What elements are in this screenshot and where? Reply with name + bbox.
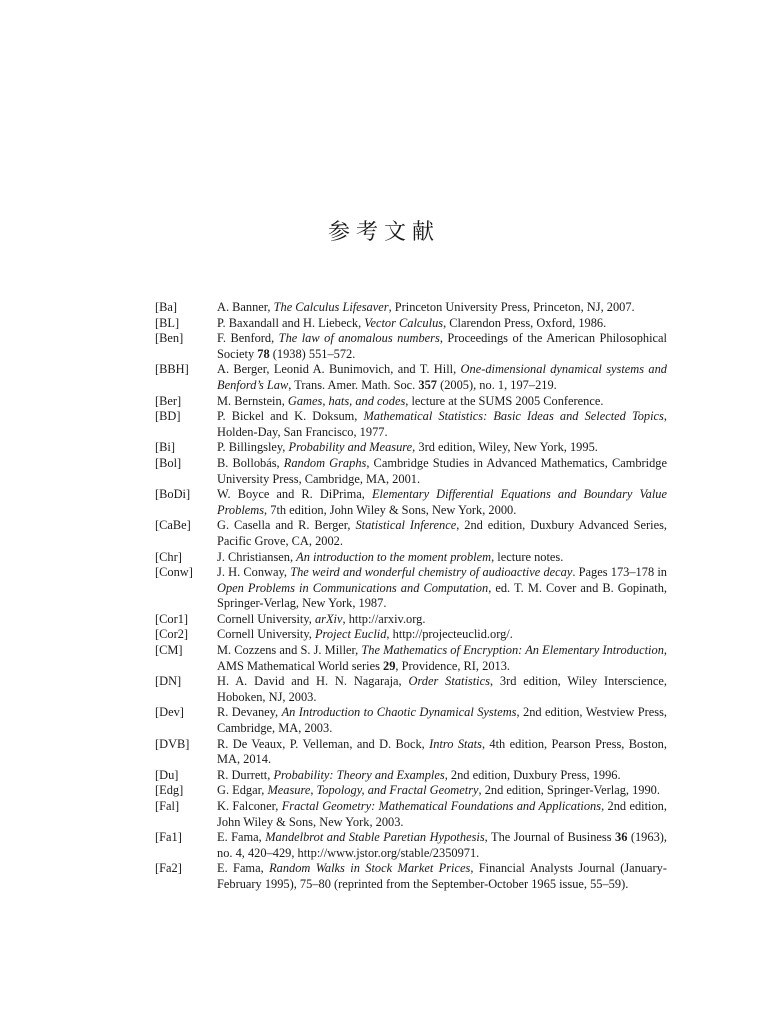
reference-segment: , 2nd edition, John Wiley & Sons, New York, 2003. (217, 799, 667, 829)
reference-entry (155, 799, 667, 830)
reference-text (217, 737, 667, 768)
reference-text (217, 362, 667, 393)
reference-key: [CaBe] (155, 518, 191, 533)
reference-key: [Edg] (155, 783, 184, 798)
reference-title: Measure, Topology, and Fractal Geometry (267, 783, 479, 798)
reference-segment: , lecture notes. (491, 549, 564, 564)
reference-entry (155, 300, 667, 316)
reference-segment: G. Edgar, (217, 783, 268, 798)
reference-title: Random Walks in Stock Market Prices (269, 861, 471, 876)
reference-segment: , Princeton University Press, Princeton, NJ, 2007. (388, 300, 635, 314)
reference-key: [Bol] (155, 455, 182, 470)
reference-segment: , 3rd edition, Wiley Interscience, Hoboken, NJ, 2003. (217, 674, 667, 704)
reference-title: The law of anomalous numbers (278, 331, 440, 346)
reference-volume: 357 (418, 377, 437, 392)
reference-segment: , Cambridge Studies in Advanced Mathematics, Cambridge University Press, Cambridge, MA, 2001. (217, 455, 667, 486)
reference-text (217, 768, 667, 784)
reference-text (217, 487, 667, 518)
reference-text (217, 440, 667, 456)
reference-segment: (2005), no. 1, 197–219. (436, 377, 557, 392)
reference-segment: , Clarendon Press, Oxford, 1986. (443, 315, 607, 330)
reference-title: Elementary Differential Equations and Boundary Value Problems (217, 487, 667, 517)
reference-entry (155, 737, 667, 768)
page-title: 参考文献 (327, 220, 440, 245)
reference-entry (155, 783, 667, 799)
reference-segment: Cornell University, (217, 627, 315, 642)
reference-segment: , http://arxiv.org. (342, 611, 426, 626)
reference-segment: P. Bickel and K. Doksum, (217, 409, 364, 424)
reference-key: [Ber] (155, 393, 182, 408)
reference-key: [Conw] (155, 565, 193, 580)
reference-segment: J. H. Conway, (217, 565, 291, 580)
reference-title: arXiv (314, 611, 343, 626)
reference-entry (155, 830, 667, 861)
reference-segment: , lecture at the SUMS 2005 Conference. (405, 393, 604, 408)
reference-entry (155, 409, 667, 440)
reference-segment: K. Falconer, (217, 799, 282, 813)
reference-volume: 78 (257, 346, 270, 361)
reference-segment: , Proceedings of the American Philosophical Society (217, 331, 667, 361)
reference-key: [Cor1] (155, 611, 189, 626)
reference-key: [BoDi] (155, 487, 191, 502)
reference-title: Intro Stats (429, 736, 482, 751)
reference-key: [CM] (155, 643, 183, 658)
reference-segment: M. Bernstein, (217, 393, 288, 408)
reference-key: [Du] (155, 767, 179, 782)
reference-entry (155, 316, 667, 332)
reference-title: Random Graphs (283, 455, 367, 470)
reference-segment: , The Journal of Business (484, 830, 615, 845)
reference-text (217, 627, 667, 643)
reference-list (155, 300, 667, 893)
reference-segment: , 2nd edition, Duxbury Advanced Series, Pacific Grove, CA, 2002. (217, 518, 667, 548)
reference-text (217, 518, 667, 549)
reference-segment: , Providence, RI, 2013. (395, 658, 511, 673)
reference-segment: B. Bollobás, (217, 455, 284, 470)
reference-key: [Fal] (155, 799, 180, 813)
reference-segment: P. Billingsley, (217, 440, 289, 455)
reference-segment: M. Cozzens and S. J. Miller, (217, 643, 362, 658)
reference-segment: F. Benford, (217, 331, 279, 346)
reference-text (217, 830, 667, 861)
reference-key: [Chr] (155, 549, 182, 564)
reference-segment: H. A. David and H. N. Nagaraja, (217, 674, 409, 689)
reference-text (217, 331, 667, 362)
reference-key: [Dev] (155, 705, 184, 720)
reference-segment: , 2nd edition, Duxbury Press, 1996. (444, 767, 621, 782)
reference-text (217, 550, 667, 566)
reference-segment: G. Casella and R. Berger, (217, 518, 356, 533)
reference-title: Open Problems in Communications and Computation (217, 580, 489, 595)
reference-key: [DVB] (155, 736, 190, 751)
reference-entry (155, 487, 667, 518)
reference-key: [Ba] (155, 300, 178, 314)
reference-segment: (1938) 551–572. (269, 346, 356, 361)
reference-segment: , 2nd edition, Westview Press, Cambridge, MA, 2003. (217, 705, 667, 736)
reference-segment: R. Durrett, (217, 767, 274, 782)
reference-segment: , Financial Analysts Journal (January-February 1995), 75–80 (reprinted from the September-October 1965 issue, 55–59). (217, 861, 667, 891)
reference-text (217, 861, 667, 892)
reference-segment: R. De Veaux, P. Velleman, and D. Bock, (217, 736, 430, 751)
reference-segment: Cornell University, (217, 611, 315, 626)
reference-entry (155, 518, 667, 549)
reference-key: [Fa1] (155, 830, 182, 845)
reference-text (217, 643, 667, 674)
reference-entry (155, 565, 667, 612)
reference-title: One-dimensional dynamical systems and Benford’s Law (217, 362, 667, 392)
reference-title: The Calculus Lifesaver (273, 300, 389, 314)
reference-text (217, 705, 667, 736)
reference-key: [Fa2] (155, 861, 182, 876)
reference-segment: J. Christiansen, (217, 549, 297, 564)
reference-text (217, 394, 667, 410)
reference-entry (155, 550, 667, 566)
reference-text (217, 783, 667, 799)
reference-title: Mandelbrot and Stable Paretian Hypothesis (265, 830, 485, 845)
reference-entry (155, 331, 667, 362)
reference-title: Order Statistics (408, 674, 490, 689)
reference-segment: , http://projecteuclid.org/. (386, 627, 513, 642)
reference-segment: , 4th edition, Pearson Press, Boston, MA, 2014. (217, 736, 667, 767)
reference-segment: (1963), no. 4, 420–429, http://www.jstor.org/stable/2350971. (217, 830, 667, 860)
reference-key: [Ben] (155, 331, 184, 346)
reference-title: An introduction to the moment problem (296, 549, 492, 564)
reference-title: An Introduction to Chaotic Dynamical Systems (281, 705, 517, 720)
reference-segment: , Trans. Amer. Math. Soc. (288, 377, 419, 392)
reference-entry (155, 612, 667, 628)
reference-segment: , 2nd edition, Springer-Verlag, 1990. (478, 783, 660, 798)
reference-title: Probability and Measure (288, 440, 413, 455)
reference-entry (155, 643, 667, 674)
reference-segment: P. Baxandall and H. Liebeck, (217, 315, 365, 330)
reference-text (217, 674, 667, 705)
reference-key: [DN] (155, 674, 182, 689)
reference-title: The Mathematics of Encryption: An Elementary Introduction (361, 643, 664, 658)
reference-entry (155, 861, 667, 892)
reference-segment: , 7th edition, John Wiley & Sons, New York, 2000. (264, 502, 517, 517)
reference-title: Games, hats, and codes (287, 393, 406, 408)
reference-title: Mathematical Statistics: Basic Ideas and Selected Topics (363, 409, 664, 424)
reference-segment: , 3rd edition, Wiley, New York, 1995. (412, 440, 598, 455)
reference-key: [Bi] (155, 440, 175, 455)
reference-segment: W. Boyce and R. DiPrima, (217, 487, 372, 502)
reference-title: Statistical Inference (355, 518, 457, 533)
reference-text (217, 799, 667, 830)
reference-entry (155, 440, 667, 456)
reference-segment: E. Fama, (217, 830, 266, 845)
reference-segment: A. Berger, Leonid A. Bunimovich, and T. Hill, (217, 362, 461, 377)
reference-text (217, 316, 667, 332)
reference-entry (155, 627, 667, 643)
reference-segment: R. Devaney, (217, 705, 282, 720)
reference-entry (155, 456, 667, 487)
reference-text (217, 300, 667, 316)
reference-title: Fractal Geometry: Mathematical Foundations and Applications (281, 799, 602, 813)
reference-volume: 36 (615, 830, 628, 845)
reference-segment: E. Fama, (217, 861, 270, 876)
reference-key: [BL] (155, 315, 180, 330)
reference-key: [Cor2] (155, 627, 189, 642)
reference-title: Vector Calculus (364, 315, 444, 330)
reference-key: [BD] (155, 409, 181, 424)
reference-text (217, 409, 667, 440)
reference-segment: . Pages 173–178 in (572, 565, 667, 580)
reference-segment: , Holden-Day, San Francisco, 1977. (217, 409, 667, 439)
reference-text (217, 565, 667, 612)
reference-entry (155, 394, 667, 410)
reference-segment: , AMS Mathematical World series (217, 643, 668, 673)
reference-key: [BBH] (155, 362, 189, 377)
reference-title: Project Euclid (314, 627, 387, 642)
reference-entry (155, 768, 667, 784)
reference-text (217, 612, 667, 628)
reference-title: The weird and wonderful chemistry of audioactive decay (290, 565, 573, 580)
reference-entry (155, 362, 667, 393)
reference-text (217, 456, 667, 487)
reference-title: Probability: Theory and Examples (273, 767, 445, 782)
reference-segment: A. Banner, (217, 300, 274, 314)
reference-segment: , ed. T. M. Cover and B. Gopinath, Springer-Verlag, New York, 1987. (217, 580, 667, 611)
reference-volume: 29 (383, 658, 396, 673)
reference-entry (155, 674, 667, 705)
reference-entry (155, 705, 667, 736)
